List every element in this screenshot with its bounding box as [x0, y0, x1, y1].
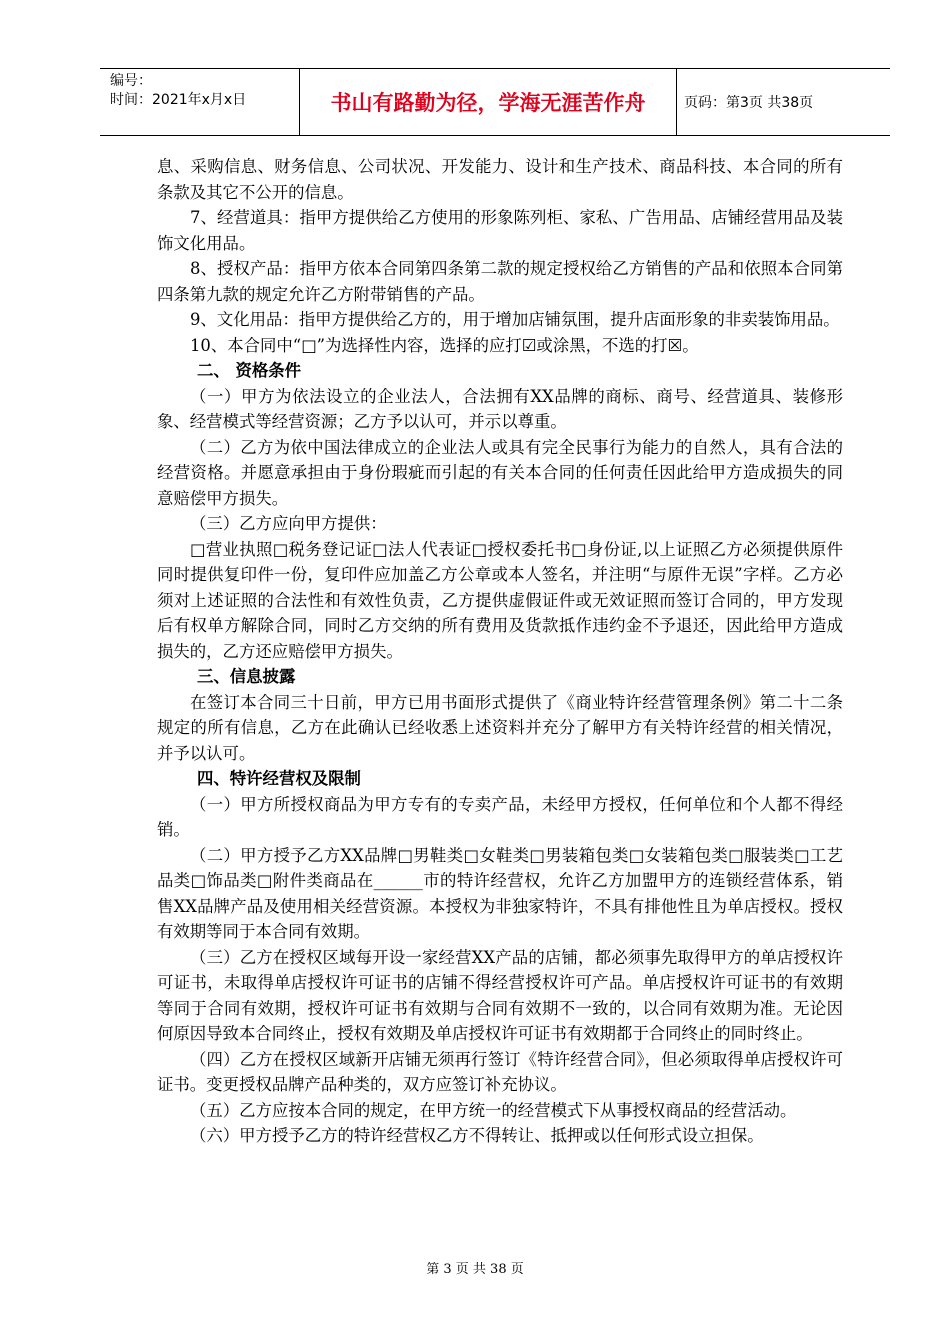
serial-label: 编号：	[110, 73, 152, 89]
paragraph: 7、经营道具：指甲方提供给乙方使用的形象陈列柜、家私、广告用品、店铺经营用品及装饰文化用品。	[157, 208, 843, 253]
paragraph: （一）甲方所授权商品为甲方专有的专卖产品，未经甲方授权，任何单位和个人都不得经销。	[157, 794, 843, 839]
paragraph: （二）甲方授予乙方XX品牌□男鞋类□女鞋类□男装箱包类□女装箱包类□服装类□工艺品类□饰品类□附件类商品在______市的特许经营权，允许乙方加盟甲方的连锁经营体系，销售XX品牌产品及使用相关经营资源。本授权为非独家特许，不具有排他性且为单店授权。授权有效期等同于本合同有效期。	[157, 845, 843, 941]
paragraph: 8、授权产品：指甲方依本合同第四条第二款的规定授权给乙方销售的产品和依照本合同第四条第九款的规定允许乙方附带销售的产品。	[157, 259, 843, 304]
page-footer: 第 3 页 共 38 页	[426, 1262, 524, 1277]
section-heading: 四、特许经营权及限制	[197, 769, 361, 788]
paragraph: 10、本合同中“□”为选择性内容，选择的应打☑或涂黑，不选的打☒。	[190, 335, 699, 355]
paragraph: （五）乙方应按本合同的规定，在甲方统一的经营模式下从事授权商品的经营活动。	[190, 1100, 797, 1120]
paragraph: （三）乙方在授权区域每开设一家经营XX产品的店铺，都必须事先取得甲方的单店授权许可证书，未取得单店授权许可证书的店铺不得经营授权许可产品。单店授权许可证书的有效期等同于合同有效期，授权许可证书有效期与合同有效期不一致的，以合同有效期为准。无论因何原因导致本合同终止，授权有效期及单店授权许可证书有效期都于合同终止的同时终止。	[157, 947, 843, 1043]
paragraph: （六）甲方授予乙方的特许经营权乙方不得转让、抵押或以任何形式设立担保。	[190, 1126, 764, 1145]
header-motto: 书山有路勤为径，学海无涯苦作舟	[300, 69, 677, 135]
paragraph: （四）乙方在授权区域新开店铺无须再行签订《特许经营合同》，但必须取得单店授权许可证书。变更授权品牌产品种类的，双方应签订补充协议。	[157, 1049, 843, 1094]
date-line: 时间：2021年x月x日	[110, 92, 247, 108]
paragraph: （二）乙方为依中国法律成立的企业法人或具有完全民事行为能力的自然人，具有合法的经营资格。并愿意承担由于身份瑕疵而引起的有关本合同的任何责任因此给甲方造成损失的同意赔偿甲方损失。	[157, 437, 843, 508]
paragraph: 息、采购信息、财务信息、公司状况、开发能力、设计和生产技术、商品科技、本合同的所有条款及其它不公开的信息。	[157, 157, 843, 202]
section-heading: 二、 资格条件	[197, 361, 302, 380]
paragraph: （三）乙方应向甲方提供：	[190, 514, 387, 533]
header-meta-cell	[100, 69, 300, 135]
page-header	[100, 68, 890, 136]
paragraph: □营业执照□税务登记证□法人代表证□授权委托书□身份证,以上证照乙方必须提供原件同时提供复印件一份，复印件应加盖乙方公章或本人签名，并注明“与原件无误”字样。乙方必须对上述证照的合法性和有效性负责，乙方提供虚假证件或无效证照而签订合同的，甲方发现后有权单方解除合同，同时乙方交纳的所有费用及货款抵作违约金不予退还，因此给甲方造成损失的，乙方还应赔偿甲方损失。	[157, 539, 843, 661]
paragraph: （一）甲方为依法设立的企业法人，合法拥有XX品牌的商标、商号、经营道具、装修形象、经营模式等经营资源；乙方予以认可，并示以尊重。	[157, 386, 843, 431]
document-body	[157, 154, 843, 1149]
header-page-info: 页码：第3页 共38页	[684, 95, 814, 111]
paragraph: 9、文化用品：指甲方提供给乙方的，用于增加店铺氛围，提升店面形象的非卖装饰用品。	[190, 310, 840, 329]
section-heading: 三、信息披露	[197, 667, 296, 686]
paragraph: 在签订本合同三十日前，甲方已用书面形式提供了《商业特许经营管理条例》第二十二条规定的所有信息，乙方在此确认已经收悉上述资料并充分了解甲方有关特许经营的相关情况，并予以认可。	[157, 692, 843, 763]
